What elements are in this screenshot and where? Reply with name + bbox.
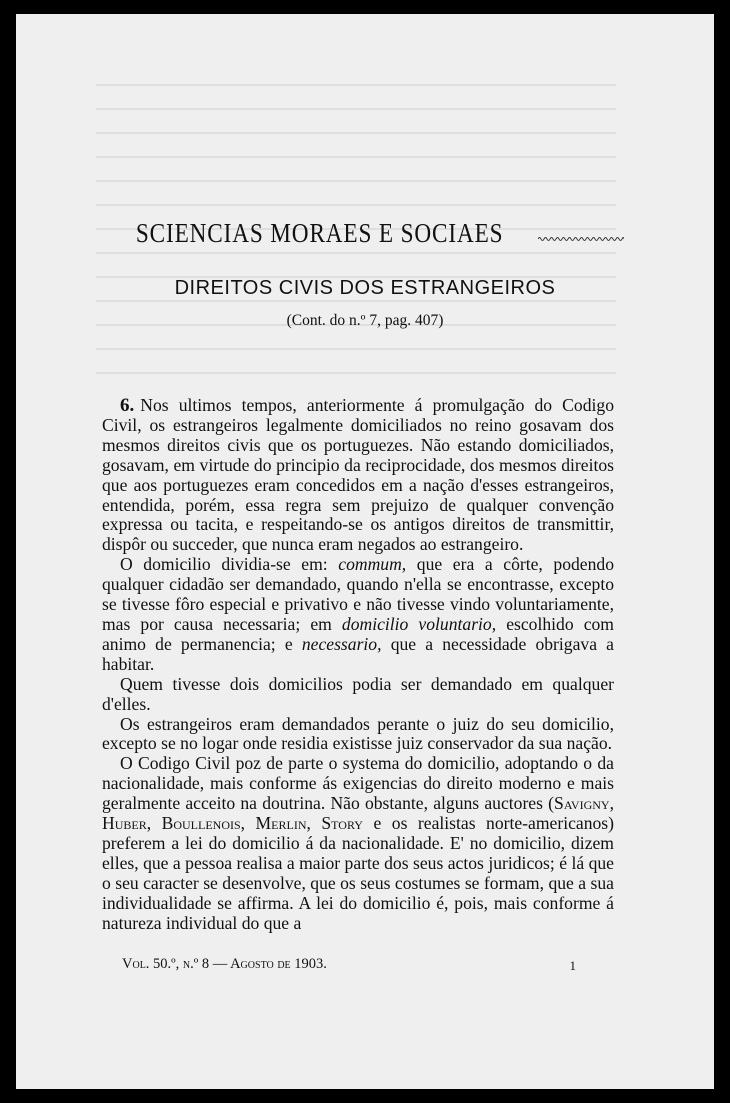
paragraph-3: Quem tivesse dois domicilios podia ser demandado em qualquer d'elles. [102,673,614,714]
volume-line: Vol. 50.º, n.º 8 — Agosto de 1903. [122,956,327,972]
page-footer [122,956,592,973]
paragraph-5-text-a: O Codigo Civil poz de parte o systema do domicilio, adoptando o da nacionalidade, mais conforme ás exigencias do direito moderno e mais geralmente acceito na doutrina. Não obstante, alguns auctores ( [102,753,614,814]
paragraph-2 [102,555,614,674]
paragraph-2-text-b: que era a côrte, podendo qualquer cidadão ser demandado, quando n'ella se encontrasse, excepto se tivesse fôro especial e privativo e não tivesse vindo voluntariamente, mas por causa necessaria; em [102,554,614,634]
paragraph-2-text-d: que a necessidade obrigava a habitar. [102,633,614,674]
author-names: Savigny, Huber, Boullenois, Merlin, Story [102,793,614,834]
term-necessario: necessario, [301,633,382,654]
paragraph-number: 6. [120,395,135,416]
paragraph-2-text-c: escolhido com animo de permanencia; e [102,613,614,654]
term-commum: commum, [338,554,407,575]
section-title: SCIENCIAS MORAES E SOCIAES [136,218,504,248]
page-number: 1 [569,958,576,973]
paragraph-4: Os estrangeiros eram demandados perante o juiz do seu domicilio, excepto se no logar onde residia existisse juiz conservador da sua nação. [102,713,614,754]
document-page [16,14,714,1089]
paragraph-2-text-a: O domicilio dividia-se em: [120,554,339,575]
article-title: DIREITOS CIVIS DOS ESTRANGEIROS [174,277,556,299]
paragraph-5 [102,754,614,933]
wavy-rule-ornament [538,236,624,242]
paragraph-1-text: Nos ultimos tempos, anteriormente á promulgação do Codigo Civil, os estrangeiros legalmente domiciliados no reino gosavam dos mesmos direitos civis que os portuguezes. Não estando domiciliados, gosavam, em virtude do principio da reciprocidade, dos mesmos direitos que aos portuguezes eram concedidos em a nação d'esses estrangeiros, entendida, porém, essa regra sem prejuizo de qualquer convenção expressa ou tacita, e respeitando-se os antigos direitos de transmittir, dispôr ou succeder, que nunca eram negados ao estrangeiro. [102,395,614,555]
paragraph-1 [102,396,614,555]
page-header [16,210,714,330]
paragraph-5-text-b: e os realistas norte-americanos) preferem a lei do domicilio á da nacionalidade. E' no domicilio, dizem elles, que a pessoa realisa a maior parte dos seus actos juridicos; é lá que o seu caracter se desenvolve, que os seus costumes se formam, que a sua individualidade se affirma. A lei do domicilio é, pois, mais conforme á natureza individual do que a [102,813,615,933]
article-body [102,396,614,933]
continuation-note: (Cont. do n.º 7, pag. 407) [286,312,444,329]
term-domicilio-voluntario: domicilio voluntario, [341,613,497,634]
